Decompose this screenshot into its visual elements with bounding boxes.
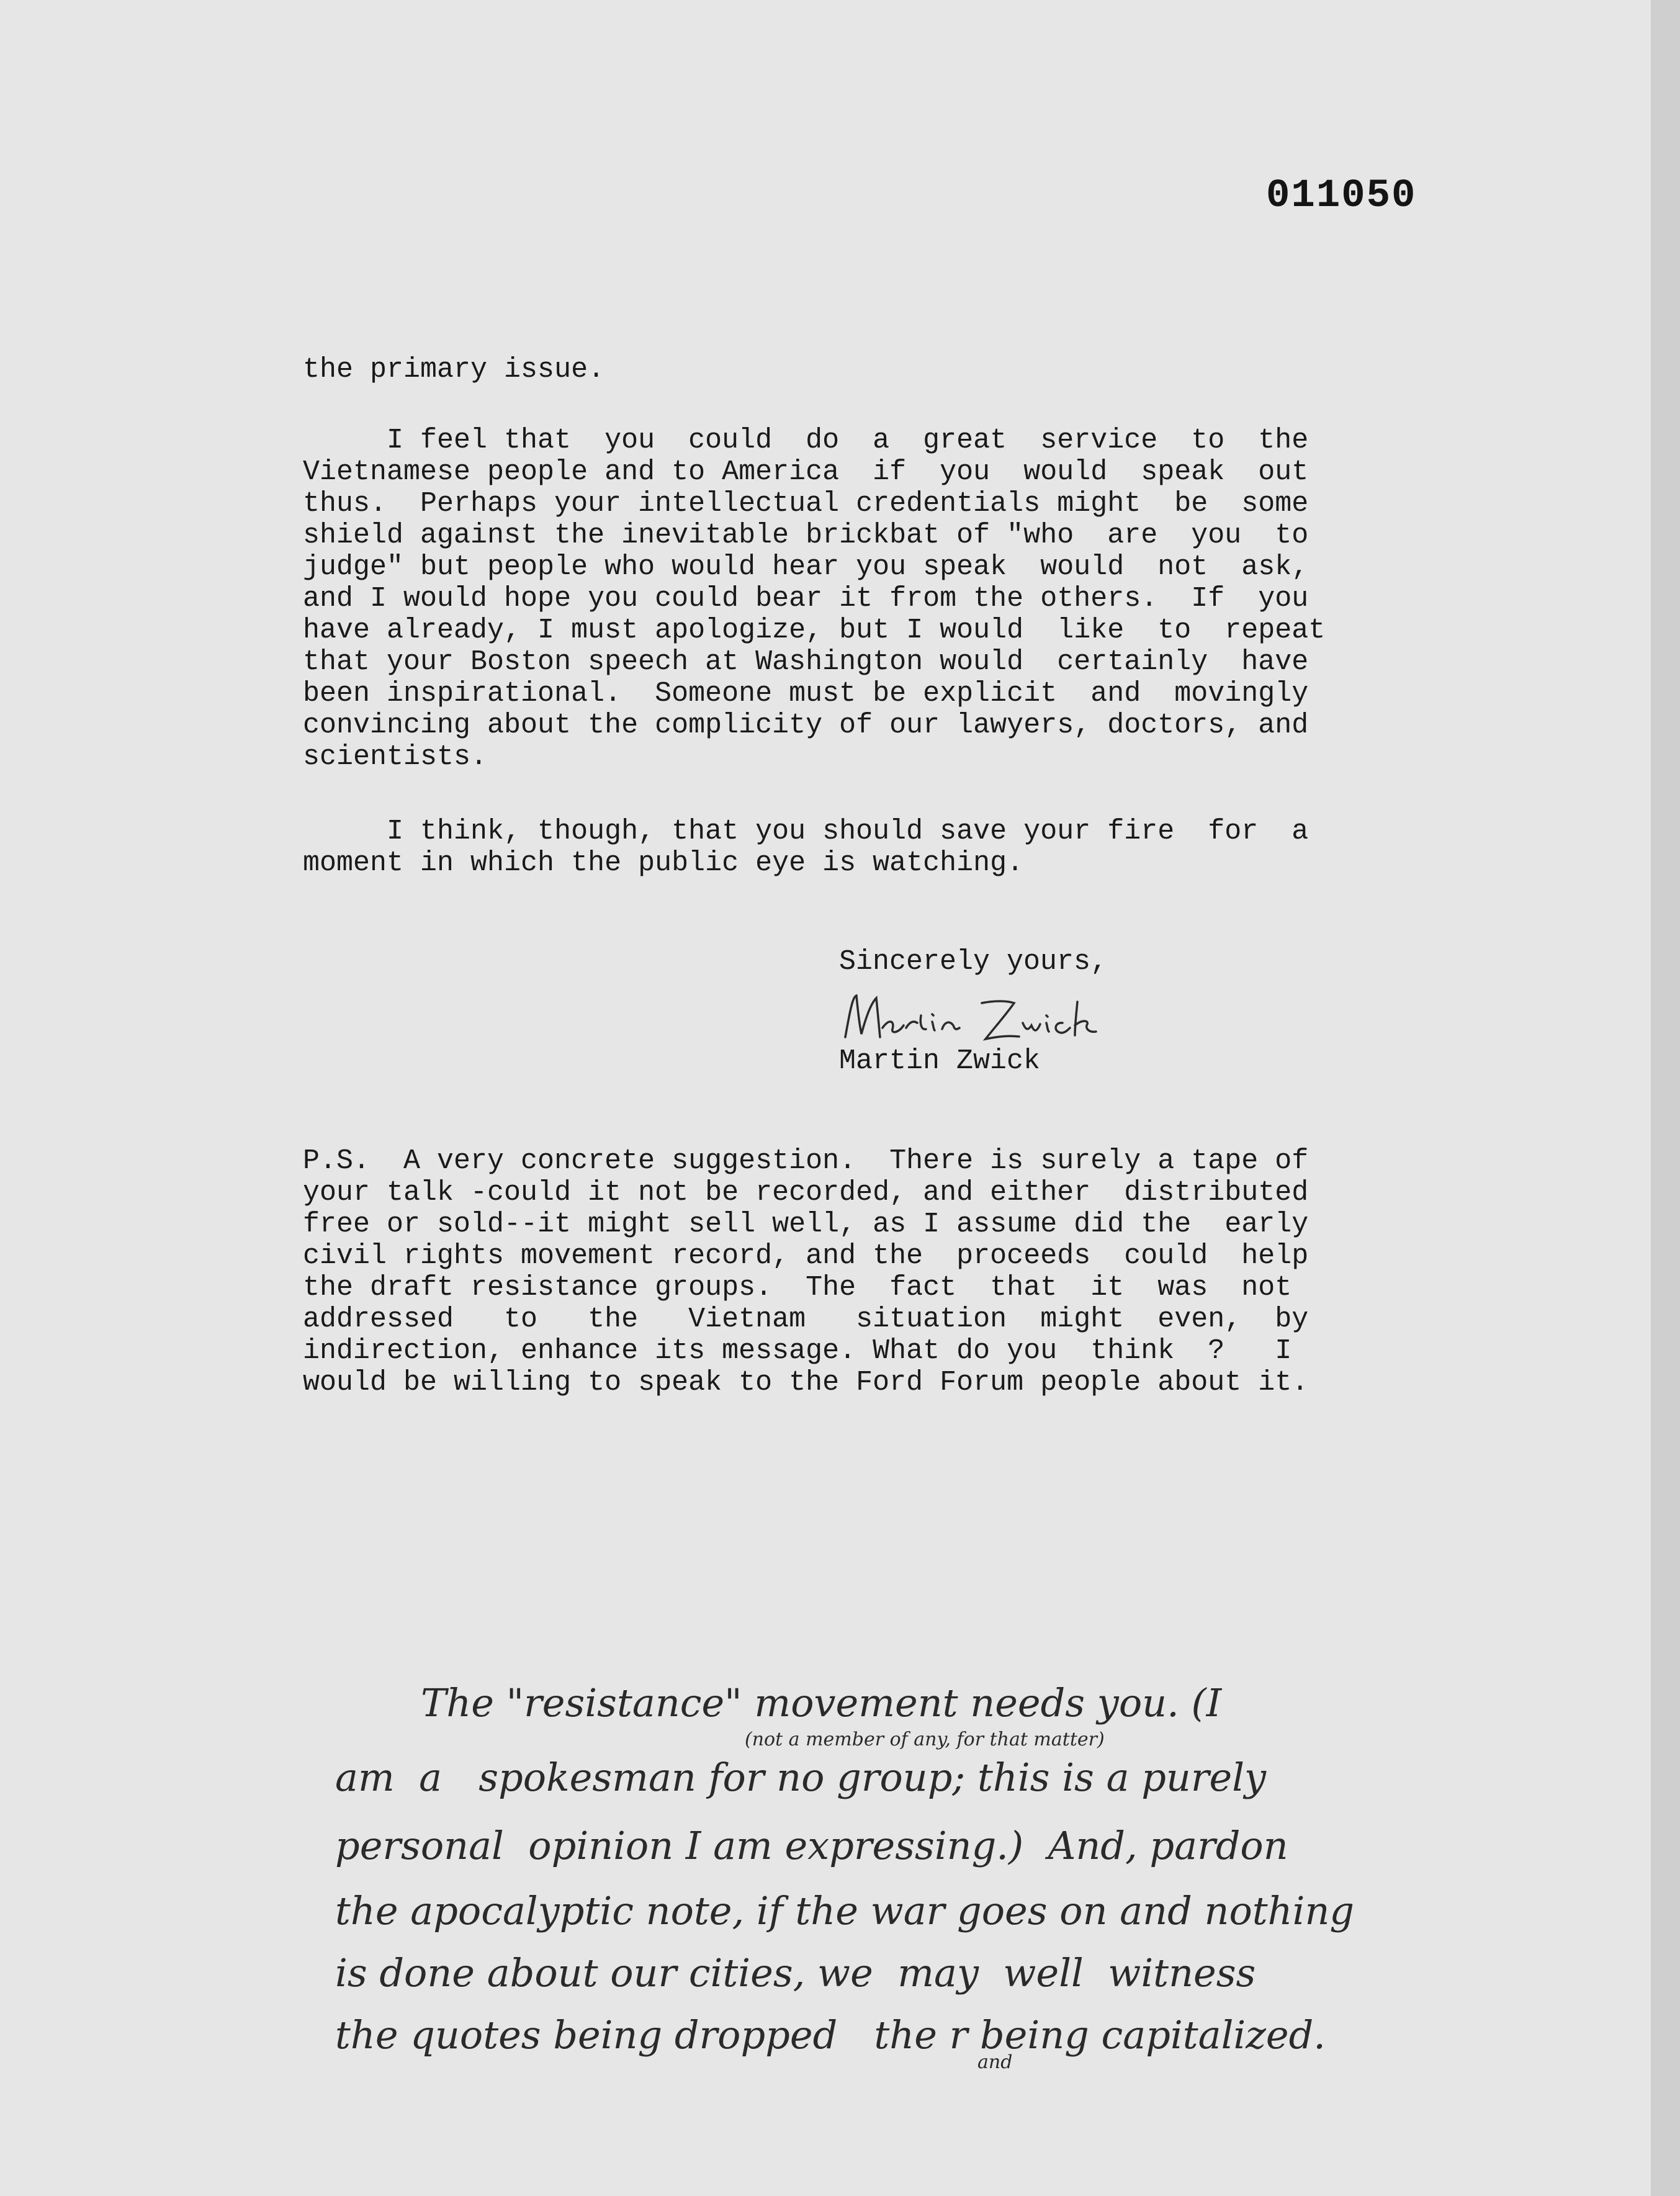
paragraph-1-line: scientists. (303, 741, 488, 773)
paragraph-1-line: shield against the inevitable brickbat of "who are you to (303, 520, 1309, 551)
paragraph-1-line: and I would hope you could bear it from the others. If you (303, 583, 1309, 614)
handwritten-insert: (not a member of any, for that matter) (745, 1729, 1105, 1750)
postscript-line: P.S. A very concrete suggestion. There is surely a tape of (303, 1145, 1309, 1177)
signature (839, 984, 1100, 1053)
paragraph-1-line: that your Boston speech at Washington would certainly have (303, 646, 1309, 678)
postscript-line: indirection, enhance its message. What do you think ? I (303, 1335, 1292, 1367)
postscript-line: would be willing to speak to the Ford Forum people about it. (303, 1367, 1309, 1398)
paragraph-1-line: thus. Perhaps your intellectual credentials might be some (303, 488, 1309, 520)
signer-name: Martin Zwick (839, 1045, 1041, 1077)
paragraph-1-line: convincing about the complicity of our lawyers, doctors, and (303, 709, 1309, 741)
opening-line: the primary issue. (303, 354, 605, 385)
postscript-line: your talk -could it not be recorded, and either distributed (303, 1177, 1309, 1208)
postscript-line: civil rights movement record, and the proceeds could help (303, 1240, 1309, 1272)
handwritten-line: The "resistance" movement needs you. (I (335, 1680, 1222, 1726)
paragraph-1-line: Vietnamese people and to America if you would speak out (303, 456, 1309, 488)
paragraph-1-line: I feel that you could do a great service to the (303, 425, 1309, 456)
paragraph-1-line: judge" but people who would hear you speak would not ask, (303, 551, 1309, 583)
paragraph-1-line: have already, I must apologize, but I would like to repeat (303, 614, 1326, 646)
handwritten-line: am a spokesman for no group; this is a purely (335, 1755, 1267, 1800)
postscript-line: addressed to the Vietnam situation might even, by (303, 1303, 1309, 1335)
handwritten-line: the quotes being dropped the r being capitalized. (335, 2012, 1326, 2058)
postscript-line: free or sold--it might sell well, as I assume did the early (303, 1208, 1309, 1240)
handwritten-line: the apocalyptic note, if the war goes on and nothing (335, 1888, 1355, 1933)
postscript-line: the draft resistance groups. The fact that it was not (303, 1272, 1292, 1303)
handwritten-line: personal opinion I am expressing.) And, pardon (335, 1823, 1288, 1868)
handwritten-insert: and (977, 2051, 1013, 2073)
paragraph-2-line: I think, though, that you should save your fire for a (303, 816, 1309, 847)
scan-edge (1651, 0, 1680, 2196)
document-number: 011050 (1266, 174, 1417, 218)
closing: Sincerely yours, (839, 946, 1108, 978)
paragraph-1-line: been inspirational. Someone must be explicit and movingly (303, 678, 1309, 709)
handwritten-line: is done about our cities, we may well witness (335, 1950, 1256, 1996)
paragraph-2-line: moment in which the public eye is watching. (303, 847, 1024, 879)
